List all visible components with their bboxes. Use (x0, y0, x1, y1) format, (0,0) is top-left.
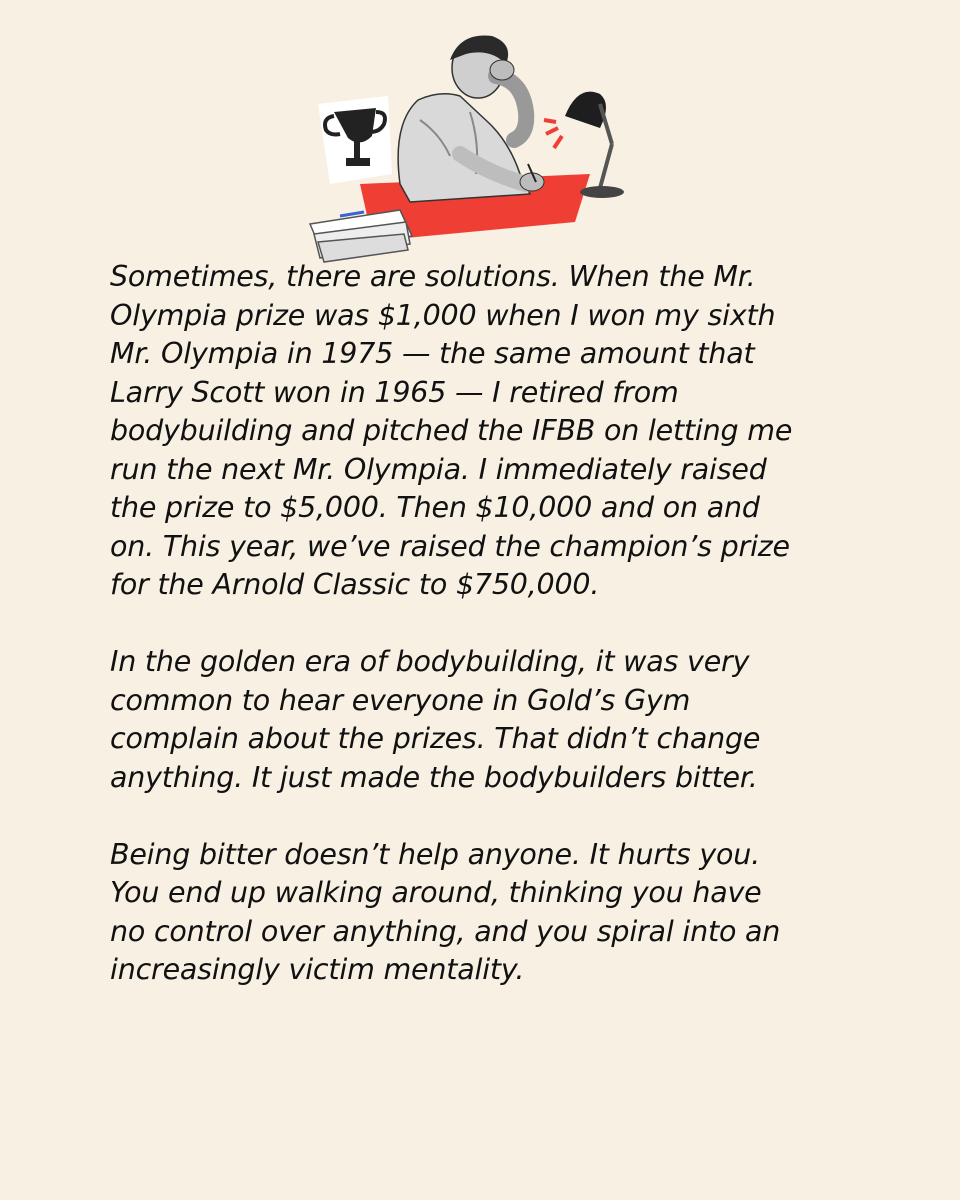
article-body (110, 258, 870, 990)
man-writing-illustration (398, 36, 544, 203)
papers-stack-icon (310, 210, 412, 262)
collage-illustration (300, 24, 640, 264)
paragraph-bitterness: Being bitter doesn’t help anyone. It hurts you. You end up walking around, thinking you have no control over anything, and you spiral into an increasingly victim mentality. (110, 837, 781, 986)
paragraph-solutions: Sometimes, there are solutions. When the Mr. Olympia prize was $1,000 when I won my sixth Mr. Olympia in 1975 — the same amount that Larry Scott won in 1965 — I retired from bodybuilding and pitched the IFBB on letting me run the next Mr. Olympia. I immediately raised the prize to $5,000. Then $10,000 and on and on. This year, we’ve raised the champion’s prize for the Arnold Classic to $750,000. (110, 260, 793, 601)
paragraph-golden-era: In the golden era of bodybuilding, it was very common to hear everyone in Gold’s Gym complain about the prizes. That didn’t change anything. It just made the bodybuilders bitter. (110, 645, 761, 794)
trophy-icon (318, 96, 392, 184)
